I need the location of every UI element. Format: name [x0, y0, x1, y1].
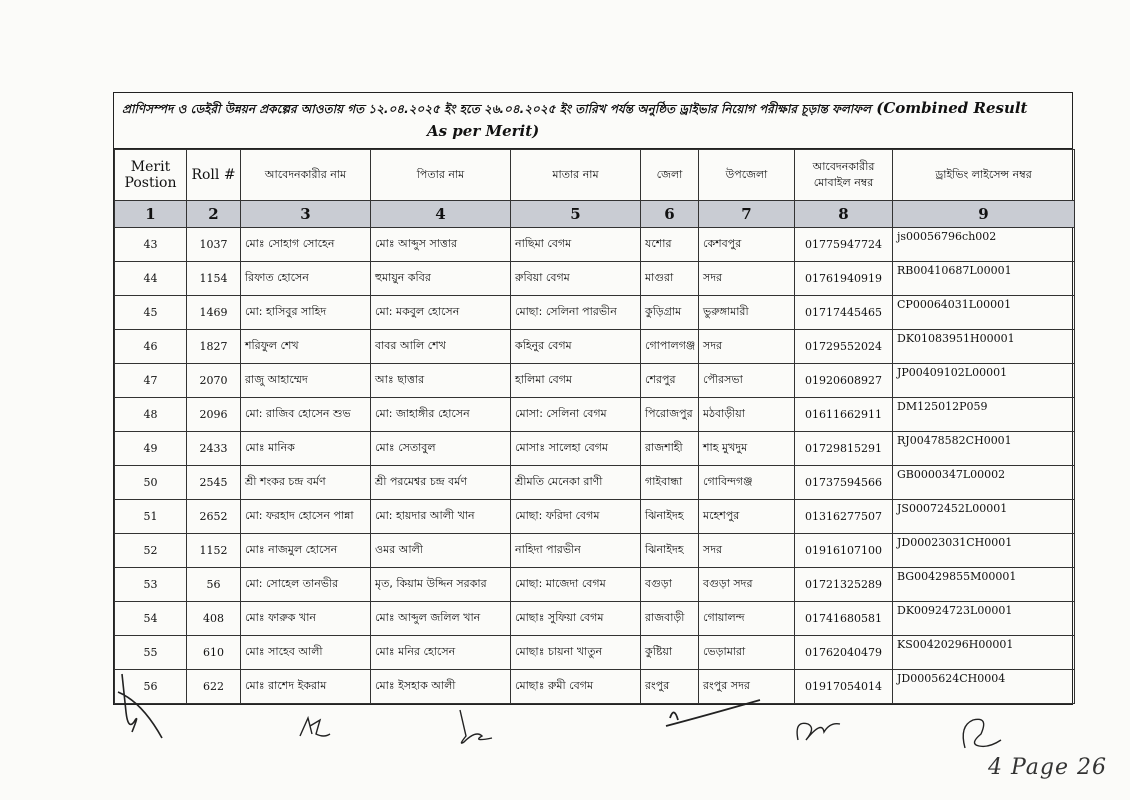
mother-name-cell: রুবিয়া বেগম [511, 262, 641, 296]
father-name-cell: মোঃ সেতাবুল [371, 432, 511, 466]
license-cell: GB0000347L00002 [893, 466, 1075, 500]
father-name-cell: ওমর আলী [371, 534, 511, 568]
district-cell: রাজবাড়ী [641, 602, 699, 636]
mother-name-cell: মোসাঃ সালেহা বেগম [511, 432, 641, 466]
roll-cell: 610 [187, 636, 241, 670]
district-cell: রংপুর [641, 670, 699, 704]
mother-name-cell: মোছা: মাজেদা বেগম [511, 568, 641, 602]
district-cell: যশোর [641, 228, 699, 262]
roll-cell: 56 [187, 568, 241, 602]
mother-name-cell: নাছিমা বেগম [511, 228, 641, 262]
merit-position-cell: 54 [115, 602, 187, 636]
roll-cell: 1152 [187, 534, 241, 568]
signature-mark-4 [664, 696, 764, 732]
upazila-cell: বগুড়া সদর [699, 568, 795, 602]
column-number: 4 [371, 201, 511, 228]
applicant-name-cell: শরিফুল শেখ [241, 330, 371, 364]
title-english-line1: (Combined Result [876, 99, 1028, 117]
header-merit: Merit Postion [115, 150, 187, 201]
district-cell: গাইবান্ধা [641, 466, 699, 500]
roll-cell: 2096 [187, 398, 241, 432]
father-name-cell: মো: হায়দার আলী খান [371, 500, 511, 534]
license-cell: js00056796ch002 [893, 228, 1075, 262]
upazila-cell: গোবিন্দগঞ্জ [699, 466, 795, 500]
header-roll: Roll # [187, 150, 241, 201]
merit-position-cell: 50 [115, 466, 187, 500]
applicant-name-cell: মোঃ রাশেদ ইকরাম [241, 670, 371, 704]
column-number: 8 [795, 201, 893, 228]
mobile-cell: 01775947724 [795, 228, 893, 262]
table-row [115, 330, 1075, 364]
roll-cell: 1469 [187, 296, 241, 330]
roll-cell: 2433 [187, 432, 241, 466]
table-body [115, 228, 1075, 704]
mobile-cell: 01729815291 [795, 432, 893, 466]
applicant-name-cell: মোঃ নাজমুল হোসেন [241, 534, 371, 568]
roll-cell: 2545 [187, 466, 241, 500]
upazila-cell: মহেশপুর [699, 500, 795, 534]
document-title [114, 93, 1072, 149]
mother-name-cell: মোছাঃ সুফিয়া বেগম [511, 602, 641, 636]
father-name-cell: আঃ ছাত্তার [371, 364, 511, 398]
upazila-cell: রংপুর সদর [699, 670, 795, 704]
father-name-cell: মোঃ মনির হোসেন [371, 636, 511, 670]
mobile-cell: 01717445465 [795, 296, 893, 330]
father-name-cell: মোঃ আব্দুল জলিল খান [371, 602, 511, 636]
roll-cell: 622 [187, 670, 241, 704]
signature-mark-6 [955, 712, 1007, 756]
column-number: 6 [641, 201, 699, 228]
mother-name-cell: হালিমা বেগম [511, 364, 641, 398]
upazila-cell: পৌরসভা [699, 364, 795, 398]
header-name: আবেদনকারীর নাম [241, 150, 371, 201]
merit-position-cell: 44 [115, 262, 187, 296]
mother-name-cell: মোছা: সেলিনা পারভীন [511, 296, 641, 330]
district-cell: মাগুরা [641, 262, 699, 296]
upazila-cell: ভুরুঙ্গামারী [699, 296, 795, 330]
mother-name-cell: নাহিদা পারভীন [511, 534, 641, 568]
district-cell: শেরপুর [641, 364, 699, 398]
column-number: 5 [511, 201, 641, 228]
column-number-row [115, 201, 1075, 228]
license-cell: JD00023031CH0001 [893, 534, 1075, 568]
father-name-cell: বাবর আলি শেখ [371, 330, 511, 364]
license-cell: BG00429855M00001 [893, 568, 1075, 602]
signature-mark-1 [112, 672, 172, 742]
table-row [115, 466, 1075, 500]
header-license: ড্রাইভিং লাইসেন্স নম্বর [893, 150, 1075, 201]
mother-name-cell: মোছা: ফরিদা বেগম [511, 500, 641, 534]
merit-position-cell: 48 [115, 398, 187, 432]
upazila-cell: সদর [699, 534, 795, 568]
mobile-cell: 01917054014 [795, 670, 893, 704]
upazila-cell: সদর [699, 330, 795, 364]
table-row [115, 534, 1075, 568]
father-name-cell: শ্রী পরমেশ্বর চন্দ্র বর্মণ [371, 466, 511, 500]
mobile-cell: 01762040479 [795, 636, 893, 670]
father-name-cell: মোঃ ইসহাক আলী [371, 670, 511, 704]
license-cell: JD0005624CH0004 [893, 670, 1075, 704]
merit-position-cell: 45 [115, 296, 187, 330]
header-mother: মাতার নাম [511, 150, 641, 201]
district-cell: কুড়িগ্রাম [641, 296, 699, 330]
signature-mark-3 [452, 706, 498, 752]
applicant-name-cell: মোঃ ফারুক খান [241, 602, 371, 636]
applicant-name-cell: মো: রাজিব হোসেন শুভ [241, 398, 371, 432]
applicant-name-cell: মো: হাসিবুর সাহিদ [241, 296, 371, 330]
result-sheet [113, 92, 1073, 705]
mobile-cell: 01316277507 [795, 500, 893, 534]
merit-position-cell: 46 [115, 330, 187, 364]
father-name-cell: হুমায়ুন কবির [371, 262, 511, 296]
mobile-cell: 01761940919 [795, 262, 893, 296]
mother-name-cell: মোসা: সেলিনা বেগম [511, 398, 641, 432]
merit-position-cell: 43 [115, 228, 187, 262]
table-row [115, 364, 1075, 398]
license-cell: RJ00478582CH0001 [893, 432, 1075, 466]
district-cell: রাজশাহী [641, 432, 699, 466]
column-number: 7 [699, 201, 795, 228]
upazila-cell: গোয়ালন্দ [699, 602, 795, 636]
mobile-cell: 01741680581 [795, 602, 893, 636]
column-number: 3 [241, 201, 371, 228]
table-row [115, 568, 1075, 602]
district-cell: পিরোজপুর [641, 398, 699, 432]
applicant-name-cell: মোঃ সাহেব আলী [241, 636, 371, 670]
mobile-cell: 01737594566 [795, 466, 893, 500]
signature-mark-5 [792, 710, 844, 750]
page-note: 4 Page 26 [988, 755, 1108, 780]
district-cell: ঝিনাইদহ [641, 534, 699, 568]
header-district: জেলা [641, 150, 699, 201]
upazila-cell: ভেড়ামারা [699, 636, 795, 670]
father-name-cell: মো: জাহাঙ্গীর হোসেন [371, 398, 511, 432]
mobile-cell: 01721325289 [795, 568, 893, 602]
merit-position-cell: 51 [115, 500, 187, 534]
merit-position-cell: 49 [115, 432, 187, 466]
table-row [115, 228, 1075, 262]
applicant-name-cell: মোঃ মানিক [241, 432, 371, 466]
father-name-cell: মৃত, কিয়াম উদ্দিন সরকার [371, 568, 511, 602]
license-cell: KS00420296H00001 [893, 636, 1075, 670]
district-cell: কুষ্টিয়া [641, 636, 699, 670]
applicant-name-cell: শ্রী শংকর চন্দ্র বর্মণ [241, 466, 371, 500]
merit-position-cell: 52 [115, 534, 187, 568]
column-number: 2 [187, 201, 241, 228]
applicant-name-cell: মোঃ সোহাগ সোহেন [241, 228, 371, 262]
table-row [115, 296, 1075, 330]
license-cell: DK00924723L00001 [893, 602, 1075, 636]
table-row [115, 500, 1075, 534]
roll-cell: 408 [187, 602, 241, 636]
merit-position-cell: 56 [115, 670, 187, 704]
roll-cell: 1827 [187, 330, 241, 364]
mother-name-cell: কহিনুর বেগম [511, 330, 641, 364]
mobile-cell: 01916107100 [795, 534, 893, 568]
district-cell: গোপালগঞ্জ [641, 330, 699, 364]
license-cell: JP00409102L00001 [893, 364, 1075, 398]
merit-position-cell: 55 [115, 636, 187, 670]
header-row [115, 150, 1075, 201]
applicant-name-cell: রিফাত হোসেন [241, 262, 371, 296]
applicant-name-cell: মো: ফরহাদ হোসেন পান্না [241, 500, 371, 534]
upazila-cell: মঠবাড়ীয়া [699, 398, 795, 432]
license-cell: CP00064031L00001 [893, 296, 1075, 330]
upazila-cell: কেশবপুর [699, 228, 795, 262]
mobile-cell: 01920608927 [795, 364, 893, 398]
roll-cell: 1154 [187, 262, 241, 296]
table-row [115, 636, 1075, 670]
header-father: পিতার নাম [371, 150, 511, 201]
roll-cell: 2652 [187, 500, 241, 534]
signature-mark-2 [296, 712, 336, 742]
title-bangla: প্রাণিসম্পদ ও ডেইরী উন্নয়ন প্রকল্পের আওতায় গত ১২.০৪.২০২৫ ইং হতে ২৬.০৪.২০২৫ ইং তারিখ পর্যন্ত অনুষ্ঠিত ড্রাইভার নিয়োগ পরীক্ষার চূড়ান্ত ফলাফল [122, 102, 871, 116]
header-upazila: উপজেলা [699, 150, 795, 201]
table-row [115, 398, 1075, 432]
mobile-cell: 01611662911 [795, 398, 893, 432]
table-row [115, 670, 1075, 704]
father-name-cell: মো: মকবুল হোসেন [371, 296, 511, 330]
district-cell: বগুড়া [641, 568, 699, 602]
license-cell: DM125012P059 [893, 398, 1075, 432]
table-row [115, 432, 1075, 466]
column-number: 1 [115, 201, 187, 228]
mother-name-cell: মোছাঃ চায়না খাতুন [511, 636, 641, 670]
mother-name-cell: মোছাঃ রুমী বেগম [511, 670, 641, 704]
results-table [114, 149, 1075, 704]
applicant-name-cell: রাজু আহাম্মেদ [241, 364, 371, 398]
upazila-cell: সদর [699, 262, 795, 296]
roll-cell: 1037 [187, 228, 241, 262]
table-row [115, 602, 1075, 636]
column-number: 9 [893, 201, 1075, 228]
district-cell: ঝিনাইদহ [641, 500, 699, 534]
title-english-line2: As per Merit) [427, 122, 540, 140]
license-cell: DK01083951H00001 [893, 330, 1075, 364]
merit-position-cell: 47 [115, 364, 187, 398]
mobile-cell: 01729552024 [795, 330, 893, 364]
header-mobile: আবেদনকারীর মোবাইল নম্বর [795, 150, 893, 201]
license-cell: RB00410687L00001 [893, 262, 1075, 296]
applicant-name-cell: মো: সোহেল তানভীর [241, 568, 371, 602]
father-name-cell: মোঃ আব্দুস সাত্তার [371, 228, 511, 262]
mother-name-cell: শ্রীমতি মেনেকা রাণী [511, 466, 641, 500]
roll-cell: 2070 [187, 364, 241, 398]
merit-position-cell: 53 [115, 568, 187, 602]
upazila-cell: শাহ মুখদুম [699, 432, 795, 466]
license-cell: JS00072452L00001 [893, 500, 1075, 534]
table-row [115, 262, 1075, 296]
